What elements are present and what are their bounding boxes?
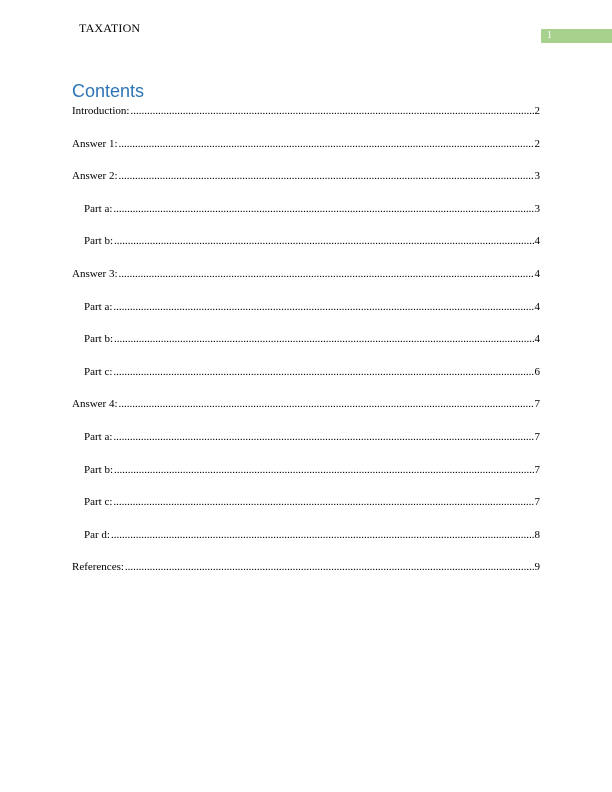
toc-entry-page: 2 [534,105,540,117]
toc-entry-answer-2-part-b[interactable] [72,233,540,266]
toc-entry-page: 4 [534,235,540,248]
toc-heading: Contents [72,81,145,101]
table-of-contents [72,103,540,592]
toc-leader-dots [114,331,533,347]
toc-leader-dots [119,168,534,184]
toc-entry-label: Answer 2: [72,170,118,183]
toc-entry-page: 4 [534,300,540,313]
toc-entry-answer-4-part-b[interactable] [72,462,540,495]
toc-leader-dots [113,364,533,380]
toc-leader-dots [114,462,533,478]
toc-leader-dots [119,266,534,282]
toc-entry-label: Part c: [84,365,113,378]
toc-entry-answer-3-part-c[interactable] [72,364,540,397]
toc-leader-dots [113,494,533,510]
toc-entry-page: 8 [534,528,540,541]
toc-entry-page: 7 [534,496,540,509]
toc-entry-label: Part b: [84,463,114,476]
toc-entry-introduction[interactable] [72,103,540,136]
toc-entry-answer-4-part-c[interactable] [72,494,540,527]
toc-entry-label: Part a: [84,202,113,215]
toc-leader-dots [111,527,534,543]
toc-entry-page: 9 [534,561,540,574]
toc-entry-page: 6 [534,365,540,378]
toc-entry-label: References: [72,561,124,574]
toc-entry-page: 2 [534,137,540,150]
toc-entry-label: Answer 1: [72,137,118,150]
toc-entry-answer-1[interactable] [72,136,540,169]
toc-leader-dots [130,103,533,119]
toc-leader-dots [119,136,534,152]
toc-entry-answer-3-part-b[interactable] [72,331,540,364]
toc-entry-label: Part a: [84,430,113,443]
toc-entry-answer-3-part-a[interactable] [72,299,540,332]
toc-entry-label: Part b: [84,333,114,346]
toc-leader-dots [113,429,533,445]
toc-entry-page: 4 [534,267,540,280]
page-number-badge: 1 [541,29,612,43]
toc-entry-label: Par d: [84,528,110,541]
toc-entry-answer-4-part-d[interactable] [72,527,540,560]
toc-entry-page: 7 [534,463,540,476]
toc-entry-answer-4[interactable] [72,396,540,429]
toc-entry-references[interactable] [72,559,540,592]
toc-leader-dots [113,201,533,217]
toc-leader-dots [119,396,534,412]
toc-entry-page: 7 [534,430,540,443]
toc-entry-answer-4-part-a[interactable] [72,429,540,462]
toc-entry-label: Answer 3: [72,267,118,280]
toc-entry-page: 3 [534,170,540,183]
toc-entry-page: 3 [534,202,540,215]
toc-entry-answer-3[interactable] [72,266,540,299]
toc-entry-label: Part c: [84,496,113,509]
toc-entry-label: Answer 4: [72,398,118,411]
toc-entry-label: Part b: [84,235,114,248]
toc-entry-page: 4 [534,333,540,346]
toc-entry-answer-2-part-a[interactable] [72,201,540,234]
toc-leader-dots [125,559,534,575]
toc-entry-label: Part a: [84,300,113,313]
toc-entry-answer-2[interactable] [72,168,540,201]
document-header-title: TAXATION [79,21,141,35]
toc-entry-label: Introduction: [72,105,130,117]
toc-leader-dots [113,299,533,315]
toc-leader-dots [114,233,533,249]
toc-entry-page: 7 [534,398,540,411]
